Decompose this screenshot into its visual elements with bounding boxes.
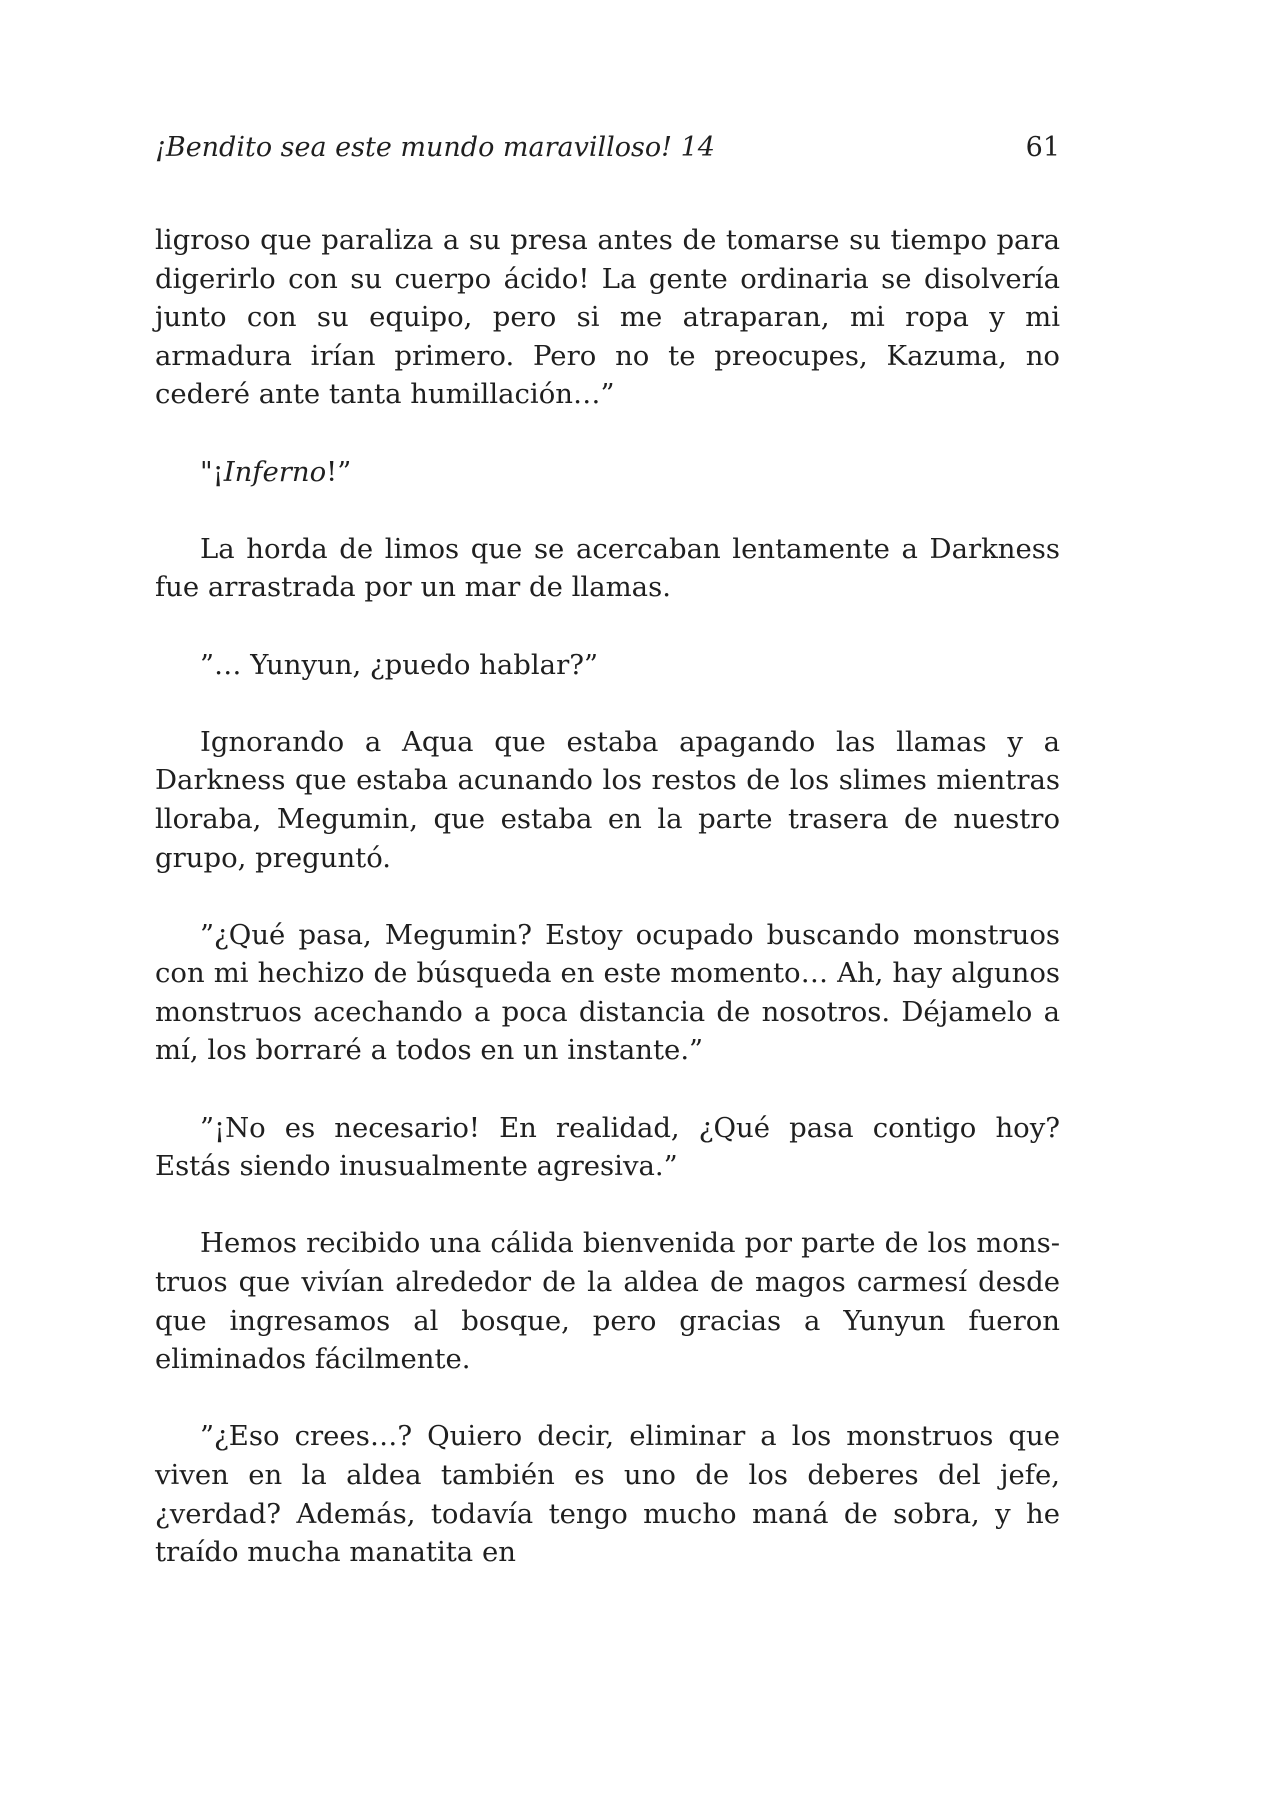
paragraph: ”¿Qué pasa, Megumin? Estoy ocupado buscando monstruos con mi hechizo de búsqueda en este momento… Ah, hay algunos monstruos acechando a poca distancia de nosotros. Déjamelo a mí, los borraré a todos en un instante.” <box>155 918 1060 1067</box>
paragraph: ”¿Eso crees…? Quiero decir, eliminar a los monstruos que viven en la aldea también es uno de los deberes del jefe, ¿verdad? Además, todavía tengo mucho maná de sobra, y he traído mucha manatita en <box>155 1420 1060 1569</box>
book-page <box>155 0 1060 1807</box>
paragraph: Hemos recibido una cálida bienvenida por parte de los monstruos que vivían alrededor de la aldea de magos carmesí desde que ingresamos al bosque, pero gracias a Yunyun fueron eliminados fácilmente. <box>155 1227 1060 1376</box>
paragraph: ”¡No es necesario! En realidad, ¿Qué pasa contigo hoy? Estás siendo inusualmente agresiva.” <box>155 1111 1060 1183</box>
paragraph <box>155 453 1060 492</box>
paragraph: La horda de limos que se acercaban lentamente a Darkness fue arrastrada por un mar de llamas. <box>155 532 1060 604</box>
quote-open: "¡ <box>200 455 224 488</box>
spell-name: Inferno <box>223 455 327 488</box>
paragraph: ”… Yunyun, ¿puedo hablar?” <box>200 648 599 681</box>
body-text <box>155 221 1060 1572</box>
page-number: 61 <box>1025 132 1060 163</box>
paragraph: ligroso que paraliza a su presa antes de tomarse su tiempo para digerirlo con su cuerpo ácido! La gente ordinaria se disolvería junto con su equipo, pero si me atraparan, mi ropa y mi armadura irían primero. Pero no te preocupes, Kazuma, no cederé ante tanta humillación…” <box>155 224 1060 411</box>
book-title: ¡Bendito sea este mundo maravilloso! 14 <box>155 132 715 163</box>
quote-close: !” <box>326 455 352 488</box>
running-header <box>155 128 1060 168</box>
paragraph: Ignorando a Aqua que estaba apagando las llamas y a Darkness que estaba acunando los restos de los slimes mientras lloraba, Megumin, que estaba en la parte trasera de nuestro grupo, preguntó. <box>155 725 1060 874</box>
